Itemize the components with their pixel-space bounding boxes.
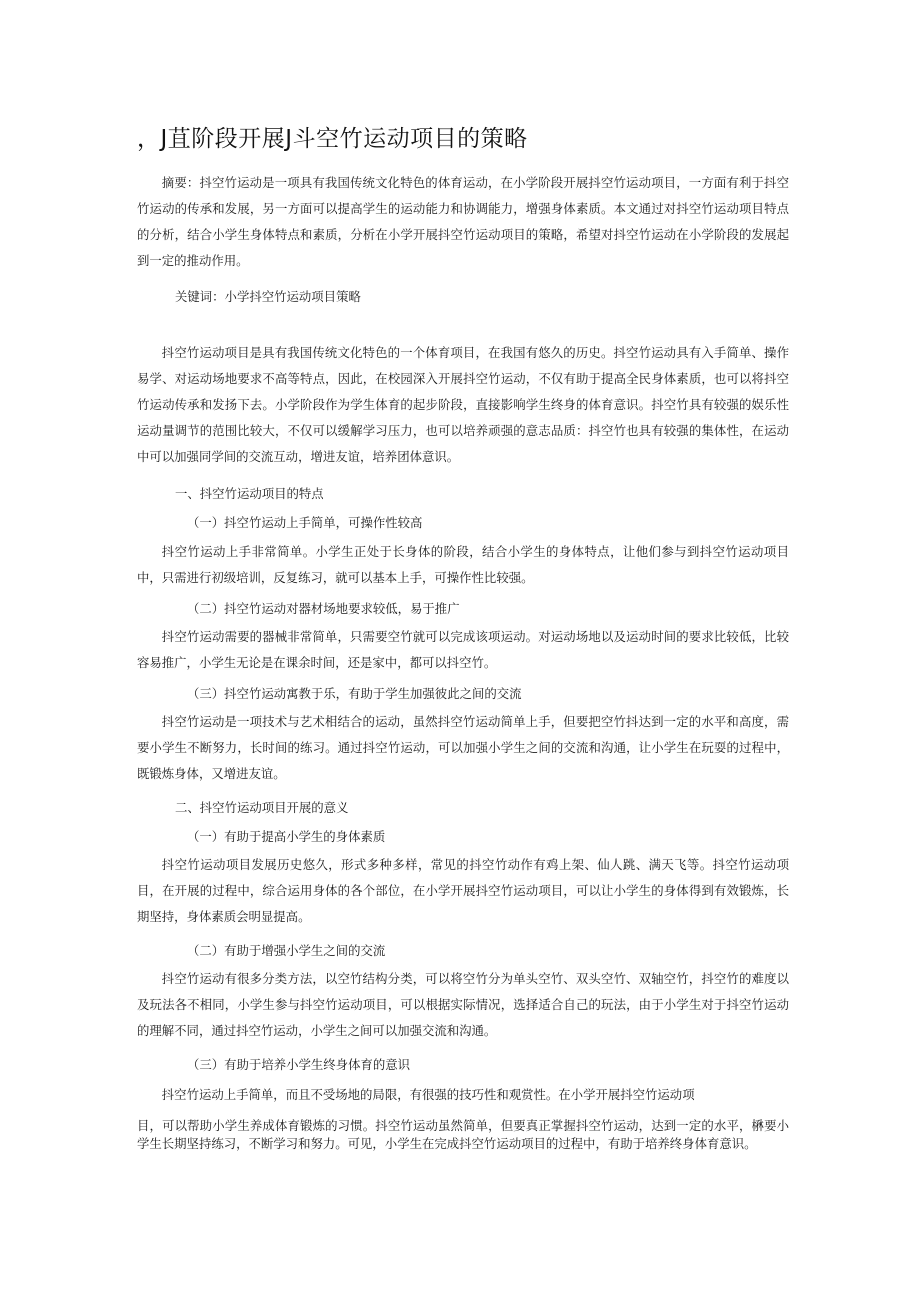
keywords-line: 关键词：小学抖空竹运动项目策略 <box>175 289 361 304</box>
section-2-sub-3-paragraph-line-1: 抖空竹运动上手简单，而且不受场地的局限，有很强的技巧性和观赏性。在小学开展抖空竹运动项 <box>161 1087 695 1102</box>
document-title: ，J苴阶段开展J斗空竹运动项目的策略 <box>137 126 528 152</box>
section-2-sub-1-heading: （一）有助于提高小学生的身体素质 <box>187 829 386 844</box>
abstract-paragraph: 摘要：抖空竹运动是一项具有我国传统文化特色的体育运动，在小学阶段开展抖空竹运动项目，一方面有利于抖空竹运动的传承和发展，另一方面可以提高学生的运动能力和协调能力，增强身体素质。本文通过对抖空竹运动项目特点的分析，结合小学生身体特点和素质，分析在小学开展抖空竹运动项目的策略，希望对抖空竹运动在小学阶段的发展起到一定的推动作用。 <box>137 175 789 268</box>
section-1-sub-1-paragraph: 抖空竹运动上手非常简单。小学生正处于长身体的阶段，结合小学生的身体特点，让他们参与到抖空竹运动项目中，只需进行初级培训，反复练习，就可以基本上手，可操作性比较强。 <box>137 544 789 585</box>
section-2-sub-2-paragraph: 抖空竹运动有很多分类方法，以空竹结构分类，可以将空竹分为单头空竹、双头空竹、双轴空竹，抖空竹的难度以及玩法各不相同，小学生参与抖空竹运动项目，可以根据实际情况，选择适合自己的玩法，由于小学生对于抖空竹运动的理解不同，通过抖空竹运动，小学生之间可以加强交流和沟通。 <box>137 971 789 1038</box>
section-1-sub-3-paragraph: 抖空竹运动是一项技术与艺术相结合的运动，虽然抖空竹运动简单上手，但要把空竹抖达到一定的水平和高度，需要小学生不断努力，长时间的练习。通过抖空竹运动，可以加强小学生之间的交流和沟通，让小学生在玩耍的过程中，既锻炼身体，又增进友谊。 <box>137 714 789 781</box>
section-1-sub-2-heading: （二）抖空竹运动对器材场地要求较低，易于推广 <box>187 601 460 616</box>
section-2-sub-2-heading: （二）有助于增强小学生之间的交流 <box>187 943 386 958</box>
section-2-sub-1-paragraph: 抖空竹运动项目发展历史悠久，形式多种多样，常见的抖空竹动作有鸡上架、仙人跳、满天飞等。抖空竹运动项目，在开展的过程中，综合运用身体的各个部位，在小学开展抖空竹运动项目，可以让小学生的身体得到有效锻炼，长期坚持，身体素质会明显提高。 <box>137 857 789 924</box>
section-1-heading: 一、抖空竹运动项目的特点 <box>175 486 324 501</box>
intro-paragraph: 抖空竹运动项目是具有我国传统文化特色的一个体育项目，在我国有悠久的历史。抖空竹运动具有入手简单、操作易学、对运动场地要求不高等特点，因此，在校园深入开展抖空竹运动，不仅有助于提高全民身体素质，也可以将抖空竹运动传承和发扬下去。小学阶段作为学生体育的起步阶段，直接影响学生终身的体育意识。抖空竹具有较强的娱乐性运动量调节的范围比较大，不仅可以缓解学习压力，也可以培养顽强的意志品质：抖空竹也具有较强的集体性，在运动中可以加强同学间的交流互动，增进友谊，培养团体意识。 <box>137 345 789 464</box>
section-2-heading: 二、抖空竹运动项目开展的意义 <box>175 800 349 815</box>
section-2-sub-3-heading: （三）有助于培养小学生终身体育的意识 <box>187 1057 411 1072</box>
section-2-sub-3-paragraph-rest: 目，可以帮助小学生养成体育锻炼的习惯。抖空竹运动虽然简单，但要真正掌握抖空竹运动，达到一定的水平，楙要小学生长期坚持练习，不断学习和努力。可见，小学生在完成抖空竹运动项目的过程中，有助于培养终身体育意识。 <box>137 1118 789 1151</box>
section-1-sub-1-heading: （一）抖空竹运动上手简单，可操作性较高 <box>187 515 423 530</box>
section-1-sub-2-paragraph: 抖空竹运动需要的器械非常简单，只需要空竹就可以完成该项运动。对运动场地以及运动时间的要求比较低，比较容易推广，小学生无论是在课余时间，还是家中，都可以抖空竹。 <box>137 629 789 670</box>
section-1-sub-3-heading: （三）抖空竹运动寓教于乐，有助于学生加强彼此之间的交流 <box>187 686 522 701</box>
